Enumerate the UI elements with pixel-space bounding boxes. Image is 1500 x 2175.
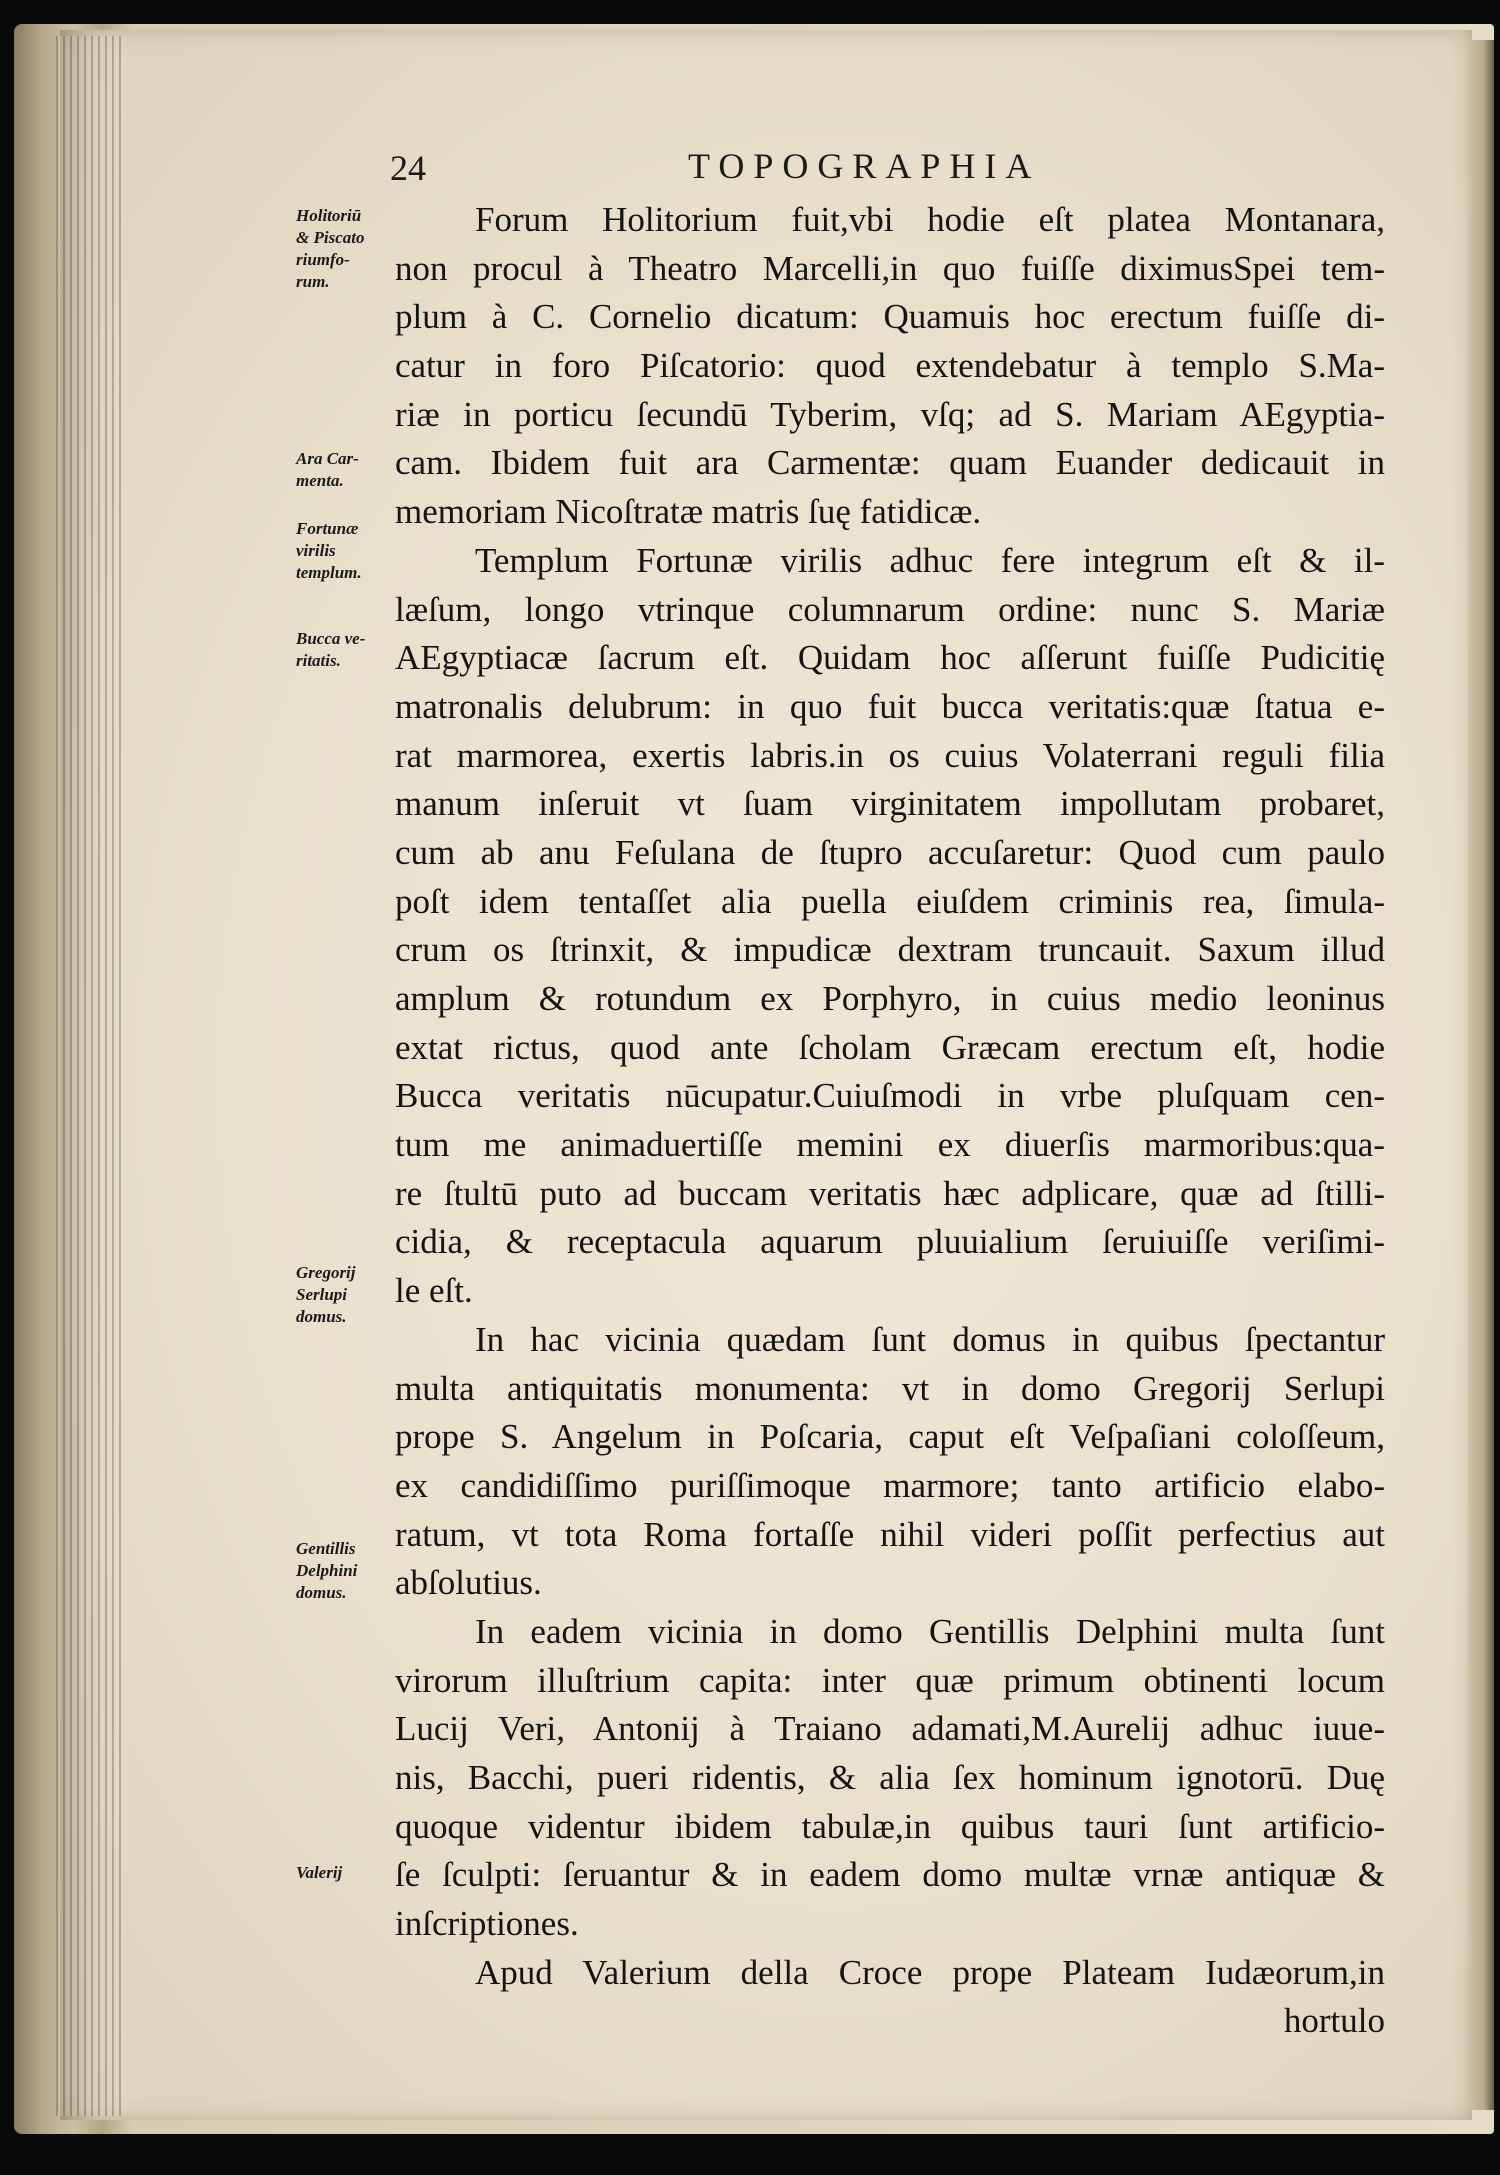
margin-note-line: Holitoriū: [296, 206, 362, 225]
page-number: 24: [390, 148, 426, 188]
margin-note-bucca-veritatis: [296, 628, 388, 672]
text-line: ex candidiſſimo puriſſimoque marmore; tanto artificio elabo-: [395, 1465, 1385, 1505]
text-line: matronalis delubrum: in quo fuit bucca veritatis:quæ ſtatua e-: [395, 686, 1385, 726]
margin-note-line: domus.: [296, 1583, 347, 1602]
text-line: non procul à Theatro Marcelli,in quo fuiſſe diximusSpei tem-: [395, 248, 1385, 288]
margin-note-valerij: [296, 1862, 388, 1884]
margin-note-line: Serlupi: [296, 1285, 348, 1304]
text-line: quoque videntur ibidem tabulæ,in quibus tauri ſunt artificio-: [395, 1806, 1385, 1846]
page-header: [0, 145, 1500, 195]
margin-note-line: Ara Car-: [296, 449, 359, 468]
text-line: In eadem vicinia in domo Gentillis Delphini multa ſunt: [475, 1611, 1385, 1651]
text-line: prope S. Angelum in Poſcaria, caput eſt Veſpaſiani coloſſeum,: [395, 1417, 1385, 1457]
text-line: cam. Ibidem fuit ara Carmentæ: quam Euander dedicauit in: [395, 443, 1385, 483]
margin-note-gregorij-serlupi: [296, 1262, 388, 1328]
text-line: Forum Holitorium fuit,vbi hodie eſt platea Montanara,: [475, 200, 1385, 239]
margin-note-line: Fortunæ: [296, 519, 359, 538]
margin-note-line: Gentillis: [296, 1539, 356, 1558]
margin-note-line: virilis: [296, 541, 336, 560]
margin-note-line: ritatis.: [296, 651, 341, 670]
text-line: ratum, vt tota Roma fortaſſe nihil videri poſſit perfectius aut: [395, 1514, 1385, 1554]
text-line: plum à C. Cornelio dicatum: Quamuis hoc erectum fuiſſe di-: [395, 297, 1385, 337]
text-line: amplum & rotundum ex Porphyro, in cuius medio leoninus: [395, 979, 1385, 1018]
margin-note-line: riumfo-: [296, 250, 350, 269]
text-line: crum os ſtrinxit, & impudicæ dextram truncauit. Saxum illud: [395, 930, 1385, 970]
text-line: manum inſeruit vt ſuam virginitatem impollutam probaret,: [395, 784, 1385, 824]
text-line: Apud Valerium della Croce prope Plateam Iudæorum,in: [475, 1952, 1385, 1992]
text-line: inſcriptiones.: [395, 1904, 579, 1944]
text-line: Templum Fortunæ virilis adhuc fere integrum eſt & il-: [475, 540, 1385, 580]
margin-note-line: Delphini: [296, 1561, 358, 1580]
margin-note-line: domus.: [296, 1307, 347, 1326]
text-line: abſolutius.: [395, 1563, 542, 1603]
margin-note-line: menta.: [296, 471, 344, 490]
margin-note-line: Valerij: [296, 1863, 343, 1882]
text-line: poſt idem tentaſſet alia puella eiuſdem criminis rea, ſimula-: [395, 881, 1385, 921]
margin-note-line: & Piscato: [296, 228, 365, 247]
text-line: cum ab anu Feſulana de ſtupro accuſaretur: Quod cum paulo: [395, 832, 1385, 872]
margin-note-line: Gregorij: [296, 1263, 356, 1282]
text-line: re ſtultū puto ad buccam veritatis hæc adplicare, quæ ad ſtilli-: [395, 1173, 1385, 1213]
text-line: Lucij Veri, Antonij à Traiano adamati,M.Aurelij adhuc iuue-: [395, 1709, 1385, 1749]
text-line: læſum, longo vtrinque columnarum ordine: nunc S. Mariæ: [395, 589, 1385, 629]
text-line: riæ in porticu ſecundū Tyberim, vſq; ad S. Mariam AEgyptia-: [395, 394, 1385, 434]
text-line: extat rictus, quod ante ſcholam Græcam erectum eſt, hodie: [395, 1027, 1385, 1067]
margin-note-line: templum.: [296, 563, 362, 582]
body-text: [395, 196, 1385, 2046]
text-line: le eſt.: [395, 1271, 473, 1311]
text-line: memoriam Nicoſtratæ matris ſuę fatidicæ.: [395, 492, 982, 532]
page-right-edge: [1468, 40, 1494, 2110]
text-line: catur in foro Piſcatorio: quod extendebatur à templo S.Ma-: [395, 346, 1385, 386]
text-line: In hac vicinia quædam ſunt domus in quibus ſpectantur: [475, 1319, 1385, 1359]
text-line: cidia, & receptacula aquarum pluuialium ſeruiuiſſe veriſimi-: [395, 1222, 1385, 1262]
text-line: nis, Bacchi, pueri ridentis, & alia ſex hominum ignotorū. Duę: [395, 1758, 1385, 1797]
margin-note-fortunae-virilis: [296, 518, 388, 584]
margin-note-line: Bucca ve-: [296, 629, 366, 648]
text-line: multa antiquitatis monumenta: vt in domo Gregorij Serlupi: [395, 1368, 1385, 1408]
text-line: rat marmorea, exertis labris.in os cuius Volaterrani reguli filia: [395, 735, 1385, 775]
running-title: TOPOGRAPHIA: [688, 146, 1041, 186]
catchword: hortulo: [1283, 2001, 1385, 2041]
text-line: ſe ſculpti: ſeruantur & in eadem domo multæ vrnæ antiquæ &: [395, 1855, 1385, 1895]
text-line: Bucca veritatis nūcupatur.Cuiuſmodi in vrbe pluſquam cen-: [395, 1076, 1385, 1116]
text-line: tum me animaduertiſſe memini ex diuerſis marmoribus:qua-: [395, 1125, 1385, 1165]
text-line: virorum illuſtrium capita: inter quæ primum obtinenti locum: [395, 1660, 1385, 1700]
margin-note-ara-carmentae: [296, 448, 388, 492]
page-stack-gutter: [56, 36, 126, 2116]
text-line: AEgyptiacæ ſacrum eſt. Quidam hoc aſſerunt fuiſſe Pudicitię: [395, 638, 1385, 678]
margin-note-holitorium: [296, 205, 388, 293]
margin-note-gentillis-delphini: [296, 1538, 388, 1604]
margin-note-line: rum.: [296, 272, 330, 291]
